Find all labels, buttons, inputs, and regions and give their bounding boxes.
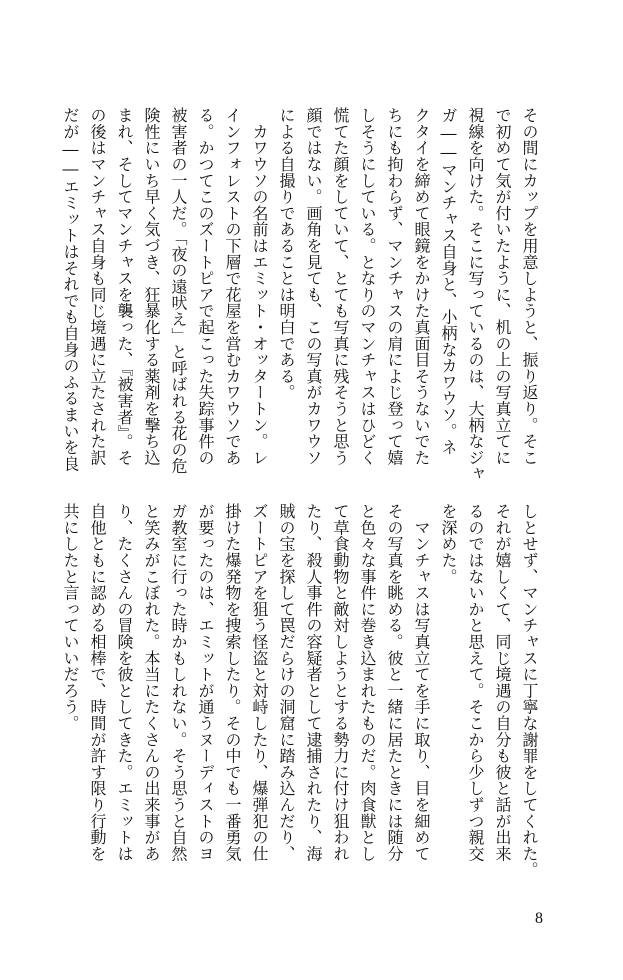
text-line: 掛けた爆発物を捜索したり。その中でも一番勇気 — [223, 503, 242, 862]
text-line: それが嬉しくて、同じ境遇の自分も彼と話が出来 — [493, 503, 512, 862]
text-line: 自他ともに認める相棒で、時間が許す限り行動を — [88, 503, 107, 862]
page-number: 8 — [535, 910, 543, 927]
text-line: 険性にいち早く気づき、狂暴化する薬剤を撃ち込 — [142, 107, 161, 466]
text-line: と笑みがこぼれた。本当にたくさんの出来事があ — [142, 503, 161, 862]
text-line: るのではないかと思えて。そこから少しずつ親交 — [466, 503, 485, 862]
text-line: 賊の宝を探して罠だらけの洞窟に踏み込んだり、 — [277, 503, 296, 862]
text-line: しそうにしている。となりのマンチャスはひどく — [358, 107, 377, 466]
text-line: 慌てた顔をしていて、とても写真に残そうと思う — [331, 107, 350, 466]
text-line: まれ、そしてマンチャスを襲った、『被害者』。そ — [115, 107, 134, 466]
text-line: その写真を眺める。彼と一緒に居たときには随分 — [385, 503, 404, 862]
text-line: ガ教室に行った時かもしれない。そう思うと自然 — [169, 503, 188, 862]
text-line: インフォレストの下層で花屋を営むカワウソであ — [223, 107, 242, 466]
text-line: と色々な事件に巻き込まれたものだ。肉食獣とし — [358, 503, 377, 862]
text-line: しとせず、マンチャスに丁寧な謝罪をしてくれた。 — [520, 503, 539, 878]
text-line: 共にしたと言っていいだろう。 — [61, 503, 80, 732]
text-line: による自撮りであることは明白である。 — [277, 107, 296, 401]
text-line: る。かつてこのズートピアで起こった失踪事件の — [196, 107, 215, 466]
text-line: たり、殺人事件の容疑者として逮捕されたり、海 — [304, 503, 323, 862]
text-line: て草食動物と敵対しようとする勢力に付け狙われ — [331, 503, 350, 862]
upper-text-block — [61, 107, 543, 482]
lower-text-block — [61, 503, 543, 880]
text-line: り、たくさんの冒険を彼としてきた。エミットは — [115, 503, 134, 862]
text-line: を深めた。 — [439, 503, 458, 585]
text-line: 被害者の一人だ。「夜の遠吠え」と呼ばれる花の危 — [169, 107, 188, 474]
text-line: 視線を向けた。そこに写っているのは、大柄なジャ — [466, 107, 485, 482]
text-line: で初めて気が付いたように、机の上の写真立てに — [493, 107, 512, 466]
text-line: ちにも拘わらず、マンチャスの肩によじ登って嬉 — [385, 107, 404, 466]
text-line: ズートピアを狙う怪盗と対峙したり、爆弾犯の仕 — [250, 503, 269, 862]
text-line: が要ったのは、エミットが通うヌーディストのヨ — [196, 503, 215, 862]
text-line: その間にカップを用意しようと、振り返り。そこ — [520, 107, 539, 466]
text-line: ガ――マンチャス自身と、小柄なカワウソ。ネ — [439, 107, 458, 456]
text-line: クタイを締めて眼鏡をかけた真面目そうないでた — [412, 107, 431, 466]
text-line: 顔ではない。画角を見ても、この写真がカワウソ — [304, 107, 323, 466]
text-line: カワウソの名前はエミット・オッタートン。レ — [250, 107, 269, 466]
text-line: の後はマンチャス自身も同じ境遇に立たされた訳 — [88, 107, 107, 466]
text-line: だが――エミットはそれでも自身のふるまいを良 — [61, 107, 80, 472]
text-line: マンチャスは写真立てを手に取り、目を細めて — [412, 503, 431, 862]
